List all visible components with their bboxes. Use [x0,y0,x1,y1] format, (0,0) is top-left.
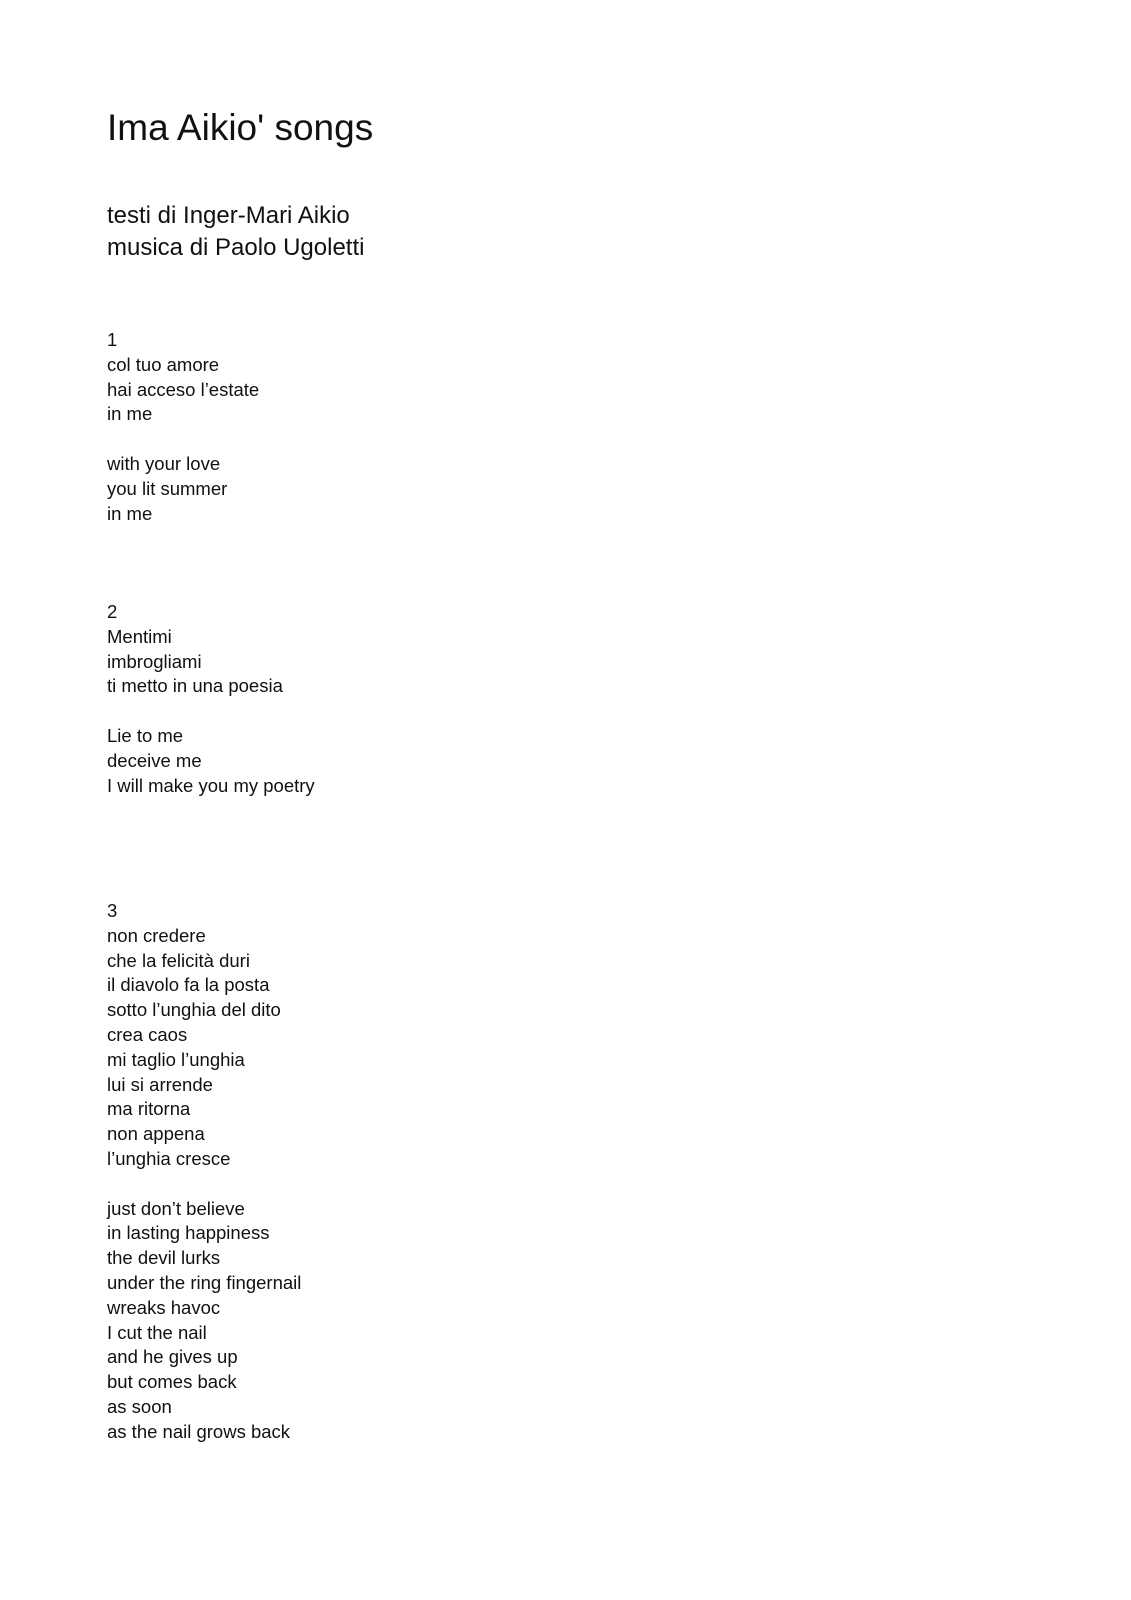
poem-line: sotto l’unghia del dito [107,999,281,1021]
stanza-gap [107,1172,301,1197]
poem-line: lui si arrende [107,1073,213,1095]
stanza-gap [107,427,259,452]
poem-line: mi taglio l’unghia [107,1048,245,1070]
poem-line: and he gives up [107,1346,238,1368]
poem-number: 3 [107,900,118,921]
poem-number: 1 [107,329,118,350]
poem-line: I will make you my poetry [107,774,315,796]
poem-number: 2 [107,601,118,622]
poem-1 [107,328,259,526]
stanza-gap [107,699,315,724]
poem-line: l’unghia cresce [107,1147,231,1169]
poem-line: ma ritorna [107,1098,191,1120]
poem-line: just don’t believe [107,1197,245,1219]
document-title: Ima Aikio' songs [107,107,374,148]
poem-line: under the ring fingernail [107,1271,302,1293]
poem-line: imbrogliami [107,650,202,672]
poem-line: but comes back [107,1371,237,1393]
poem-line: wreaks havoc [107,1296,221,1318]
poem-line: deceive me [107,749,202,771]
poem-2 [107,600,315,798]
poem-line: non appena [107,1123,205,1145]
poem-line: as the nail grows back [107,1420,291,1442]
poem-line: il diavolo fa la posta [107,974,270,996]
poem-line: Mentimi [107,625,172,647]
poem-line: with your love [107,452,221,474]
poem-line: in me [107,502,153,524]
poem-line: crea caos [107,1023,188,1045]
english-stanza [107,452,259,526]
poem-line: hai acceso l’estate [107,378,260,400]
poem-line: Lie to me [107,724,184,746]
italian-stanza [107,924,301,1172]
poem-line: col tuo amore [107,353,220,375]
poem-line: as soon [107,1395,172,1417]
lyrics-credit: testi di Inger-Mari Aikio [107,202,350,229]
italian-stanza [107,625,315,699]
poem-line: you lit summer [107,477,228,499]
english-stanza [107,724,315,798]
poem-line: I cut the nail [107,1321,207,1343]
music-credit: musica di Paolo Ugoletti [107,234,365,261]
poem-line: non credere [107,924,206,946]
english-stanza [107,1197,301,1445]
poem-line: ti metto in una poesia [107,675,283,697]
poem-line: in me [107,403,153,425]
italian-stanza [107,353,259,427]
credits [107,200,364,264]
poem-line: che la felicità duri [107,949,250,971]
poem-line: the devil lurks [107,1247,221,1269]
poem-line: in lasting happiness [107,1222,270,1244]
poem-3 [107,899,301,1445]
